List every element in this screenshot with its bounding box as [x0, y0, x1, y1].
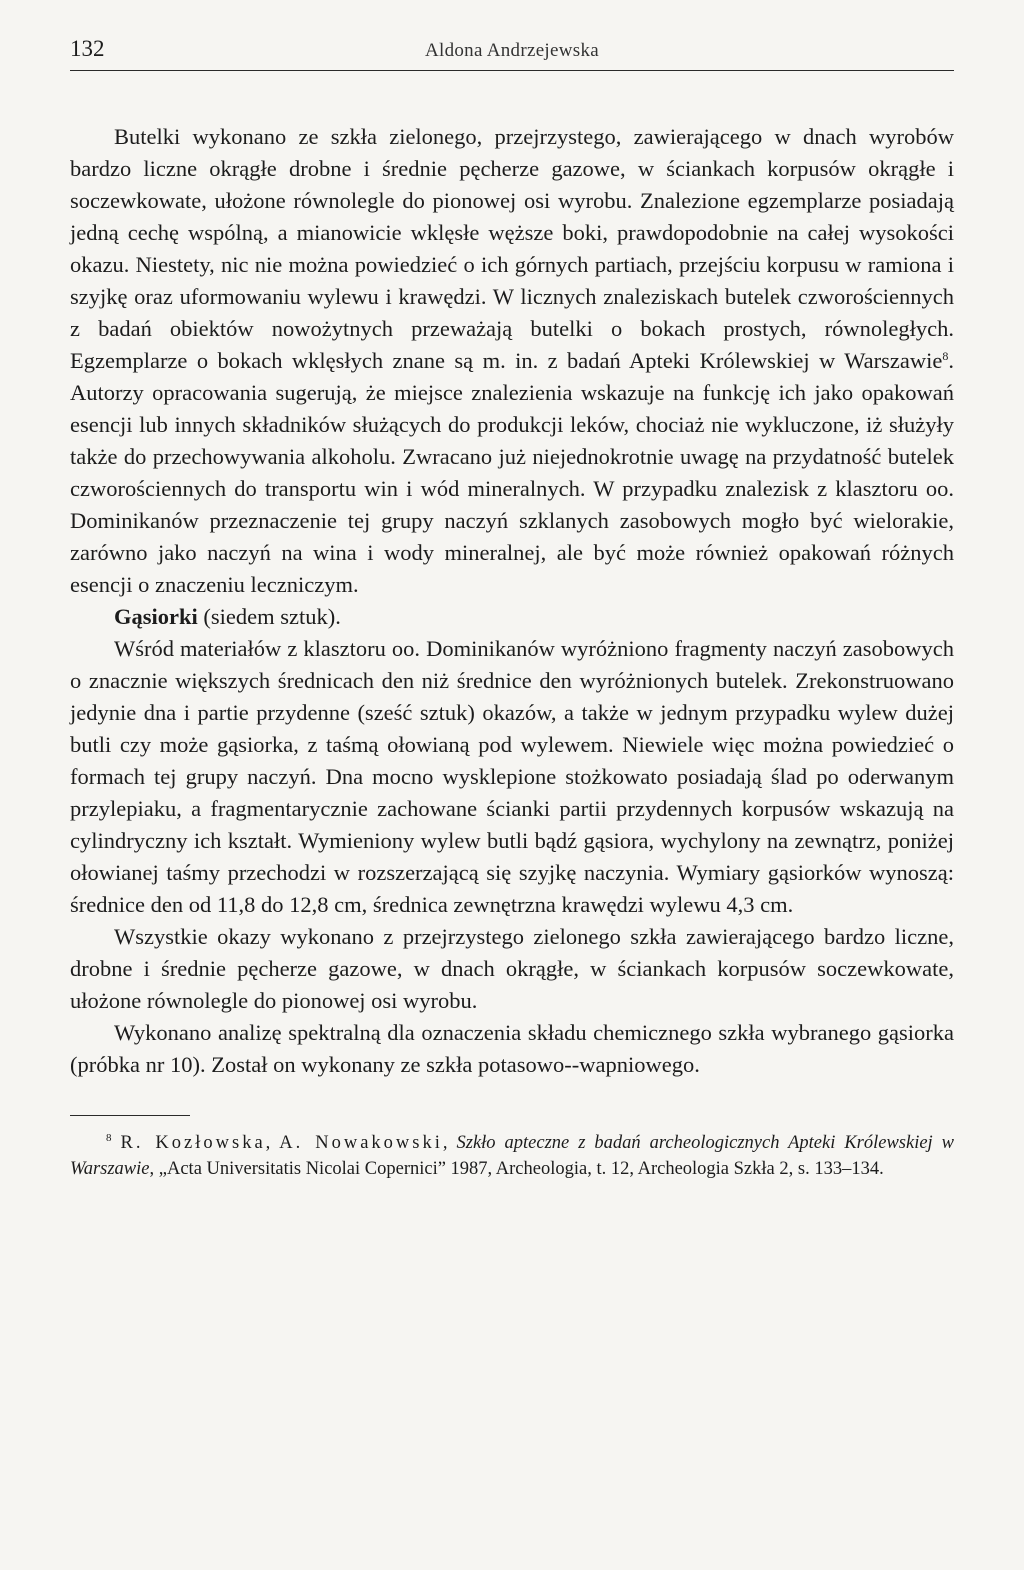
- footnote-separator-1: ,: [265, 1133, 280, 1153]
- footnote-author-1: R. Kozłowska: [120, 1133, 266, 1153]
- paragraph-bottles: [70, 121, 954, 601]
- section-heading: [70, 601, 954, 633]
- running-author: Aldona Andrzejewska: [424, 40, 599, 61]
- running-header: [70, 30, 954, 71]
- page-number: 132: [70, 36, 105, 61]
- paragraph-glass-description: Wszystkie okazy wykonano z przejrzystego zielonego szkła zawierającego bardzo liczne, drobne i średnie pęcherze gazowe, w dnach okrągłe, w ściankach korpusów soczewkowate, ułożone równolegle do pionowej osi wyrobu.: [70, 924, 954, 1013]
- section-subtitle: (siedem sztuk).: [197, 604, 341, 629]
- footnote-citation: , „Acta Universitatis Nicolai Copernici” 1987, Archeologia, t. 12, Archeologia Szkła 2, s. 133–134.: [149, 1159, 884, 1179]
- footnote-marker: 8: [106, 1132, 112, 1144]
- footnote: [70, 1130, 954, 1182]
- paragraph-text: Butelki wykonano ze szkła zielonego, przejrzystego, zawierającego w dnach wyrobów bardzo liczne okrągłe drobne i średnie pęcherze gazowe, w ściankach korpusów okrągłe i soczewkowate, ułożone równolegle do pionowej osi wyrobu. Znalezione egzemplarze posiadają jedną cechę wspólną, a mianowicie wklęsłe węższe boki, prawdopodobnie na całej wysokości okazu. Niestety, nic nie można powiedzieć o ich górnych partiach, przejściu korpusu w ramiona i szyjkę oraz uformowaniu wylewu i krawędzi. W licznych znaleziskach butelek czworościennych z badań obiektów nowożytnych przeważają butelki o bokach prostych, równoległych. Egzemplarze o bokach wklęsłych znane są m. in. z badań Apteki Królewskiej w Warszawie: [70, 124, 954, 373]
- page: [70, 30, 954, 1201]
- footnote-title: Szkło apteczne z badań archeologicznych Apteki Królewskiej w Warszawie: [70, 1133, 955, 1179]
- paragraph-spectral-analysis: Wykonano analizę spektralną dla oznaczenia składu chemicznego szkła wybranego gąsiorka (próbka nr 10). Został on wykonany ze szkła potasowo--wapniowego.: [70, 1020, 954, 1077]
- footnote-separator-2: ,: [442, 1133, 457, 1153]
- body-text: [70, 121, 954, 1081]
- footnote-divider: [70, 1115, 190, 1116]
- paragraph-text-continued: . Autorzy opracowania sugerują, że miejsce znalezienia wskazuje na funkcję ich jako opakowań esencji lub innych składników służących do produkcji leków, chociaż nie wykluczone, iż służyły także do przechowywania alkoholu. Zwracano już niejednokrotnie uwagę na przydatność butelek czworościennych do transportu win i wód mineralnych. W przypadku znalezisk z klasztoru oo. Dominikanów przeznaczenie tej grupy naczyń szklanych zasobowych mogło być wielorakie, zarówno jako naczyń na wina i wody mineralnej, ale być może również opakowań różnych esencji o znaczeniu leczniczym.: [70, 348, 954, 597]
- footnote-reference: 8: [942, 349, 949, 363]
- footnote-author-2: A. Nowakowski: [279, 1133, 443, 1153]
- section-title: Gąsiorki: [114, 604, 198, 629]
- paragraph-demijohns: Wśród materiałów z klasztoru oo. Dominikanów wyróżniono fragmenty naczyń zasobowych o znacznie większych średnicach den niż średnice den wyróżnionych butelek. Zrekonstruowano jedynie dna i partie przydenne (sześć sztuk) okazów, a także w jednym przypadku wylew dużej butli czy może gąsiorka, z taśmą ołowianą pod wylewem. Niewiele więc można powiedzieć o formach tej grupy naczyń. Dna mocno wysklepione stożkowato posiadają ślad po oderwanym przylepiaku, a fragmentarycznie zachowane ścianki partii przydennych korpusów wskazują na cylindryczny ich kształt. Wymieniony wylew butli bądź gąsiora, wychylony na zewnątrz, poniżej ołowianej taśmy przechodzi w rozszerzającą się szyjkę naczynia. Wymiary gąsiorków wynoszą: średnice den od 11,8 do 12,8 cm, średnica zewnętrzna krawędzi wylewu 4,3 cm.: [70, 636, 954, 917]
